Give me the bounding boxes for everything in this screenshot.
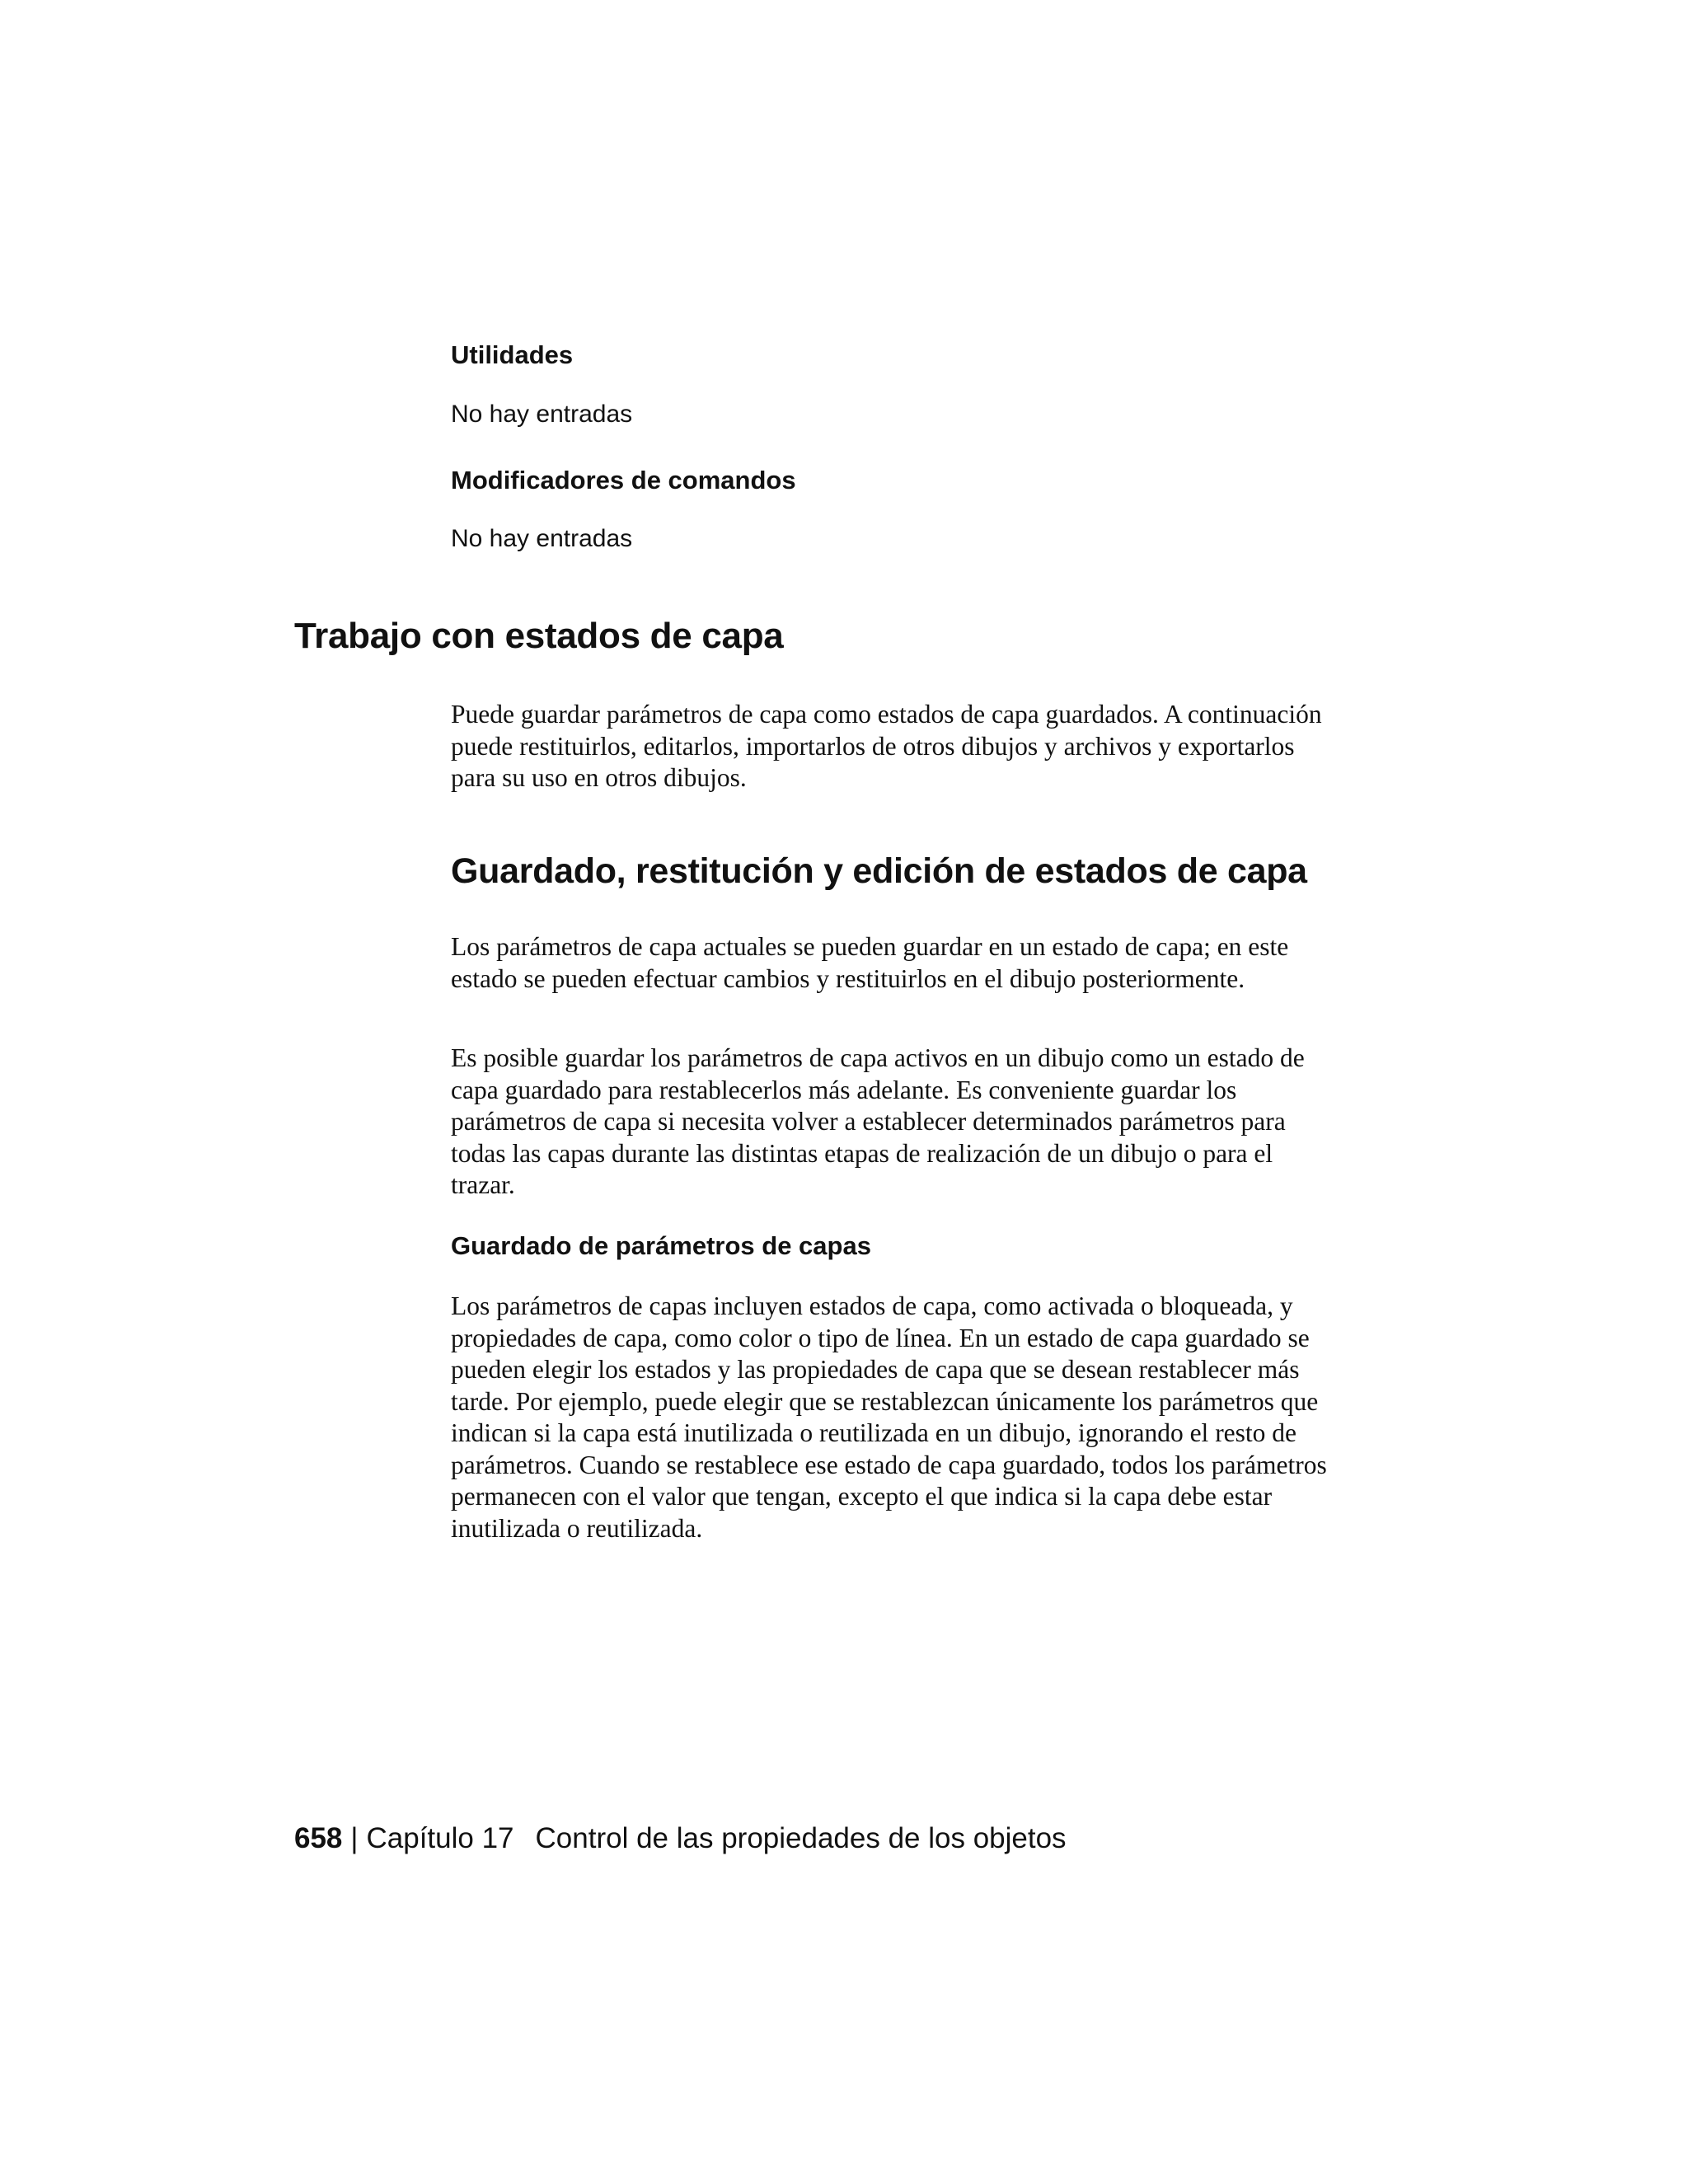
page-number: 658 [294, 1822, 343, 1854]
section-title: Trabajo con estados de capa [294, 616, 784, 656]
subsection-paragraph-2: Es posible guardar los parámetros de capa activos en un dibujo como un estado de capa guardado para restablecerlos más adelante. Es conveniente guardar los parámetros de capa si necesita volver a establecer determinados parámetros para todas las capas durante las distintas etapas de realización de un dibujo o para el trazar. [451, 1043, 1305, 1199]
page-footer [294, 1821, 1067, 1857]
utilities-heading: Utilidades [451, 340, 574, 369]
topic-heading: Guardado de parámetros de capas [451, 1231, 871, 1260]
command-modifiers-entry: No hay entradas [451, 525, 633, 552]
subsection-paragraph-1: Los parámetros de capa actuales se pueden guardar en un estado de capa; en este estado se pueden efectuar cambios y restituirlos en el dibujo posteriormente. [451, 932, 1289, 993]
chapter-label: Capítulo 17 [366, 1822, 514, 1854]
topic-paragraph: Los parámetros de capas incluyen estados de capa, como activada o bloqueada, y propiedades de capa, como color o tipo de línea. En un estado de capa guardado se pueden elegir los estados y las propiedades de capa que se desean restablecer más tarde. Por ejemplo, puede elegir que se restablezcan únicamente los parámetros que indican si la capa está inutilizada o reutilizada en un dibujo, ignorando el resto de parámetros. Cuando se restablece ese estado de capa guardado, todos los parámetros permanecen con el valor que tengan, excepto el que indica si la capa debe estar inutilizada o reutilizada. [451, 1291, 1327, 1543]
utilities-entry: No hay entradas [451, 401, 633, 428]
section-intro: Puede guardar parámetros de capa como estados de capa guardados. A continuación puede restituirlos, editarlos, importarlos de otros dibujos y archivos y exportarlos para su uso en otros dibujos. [451, 700, 1322, 792]
footer-separator: | [350, 1822, 359, 1854]
chapter-title: Control de las propiedades de los objetos [535, 1822, 1067, 1854]
subsection-title: Guardado, restitución y edición de estados de capa [451, 851, 1307, 891]
command-modifiers-heading: Modificadores de comandos [451, 466, 796, 494]
